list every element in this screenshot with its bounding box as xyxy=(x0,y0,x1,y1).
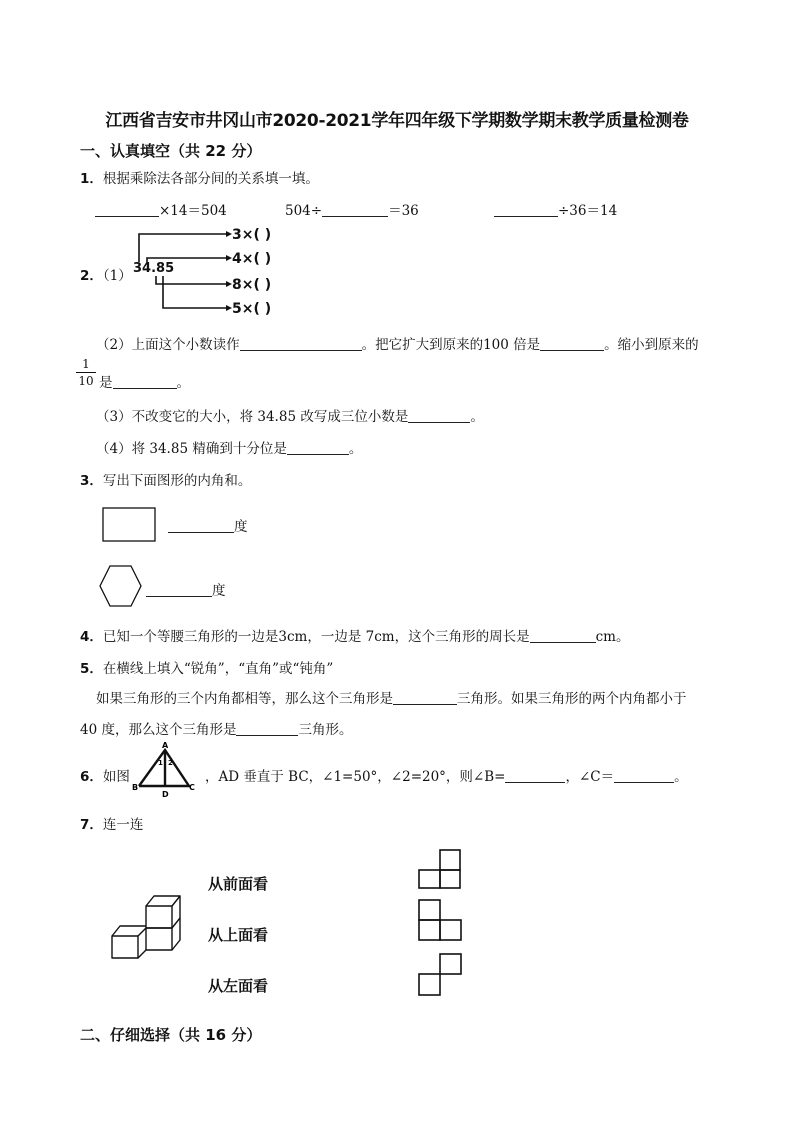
equation-text: 504÷ xyxy=(285,203,323,219)
question-text: 已知一个等腰三角形的一边是3cm，一边是 7cm，这个三角形的周长是 xyxy=(102,629,530,645)
branch-row: 3×( ) xyxy=(232,227,272,243)
question-text: ，∠C＝ xyxy=(565,769,615,785)
equation-text: ×14＝504 xyxy=(159,203,227,219)
fraction-numerator: 1 xyxy=(76,357,96,373)
question-number: 6． xyxy=(80,769,103,785)
branch-row: 5×( ) xyxy=(232,301,272,317)
question-text: 写出下面图形的内角和。 xyxy=(102,473,252,489)
branch-row: 4×( ) xyxy=(232,251,272,267)
decimal-number: 34.85 xyxy=(133,261,175,276)
question-number: 1． xyxy=(80,171,103,187)
part-text: 是 xyxy=(99,375,113,391)
question-number: 7． xyxy=(80,817,103,833)
question-number: 2． xyxy=(80,268,103,284)
angle-label: 1 xyxy=(158,759,163,767)
vertex-label: D xyxy=(162,790,169,799)
equation-text: ÷36＝14 xyxy=(558,203,618,219)
part-text: 。把它扩大到原来的100 倍是 xyxy=(361,337,541,353)
vertex-label: A xyxy=(162,741,169,750)
question-text: ，AD 垂直于 BC，∠1=50°，∠2=20°，则∠B= xyxy=(205,769,506,785)
part-text: 。 xyxy=(348,441,363,457)
section-heading-1: 一、认真填空（共 22 分） xyxy=(80,142,262,160)
section-heading-2: 二、仔细选择（共 16 分） xyxy=(80,1026,262,1044)
question-text: 三角形。如果三角形的两个内角都小于 xyxy=(457,691,687,707)
page-title: 江西省吉安市井冈山市2020-2021学年四年级下学期数学期末教学质量检测卷 xyxy=(105,111,689,131)
part-text: （3）不改变它的大小，将 34.85 改写成三位小数是 xyxy=(96,409,409,425)
question-text: 如图 xyxy=(102,769,130,785)
question-number: 4． xyxy=(80,629,103,645)
question-text: 根据乘除法各部分间的关系填一填。 xyxy=(102,171,319,187)
question-number: 3． xyxy=(80,473,103,489)
question-text: cm。 xyxy=(595,629,630,645)
question-text: 。 xyxy=(674,769,688,785)
part-text: （4）将 34.85 精确到十分位是 xyxy=(96,441,287,457)
vertex-label: C xyxy=(189,783,195,792)
vertex-label: B xyxy=(132,783,139,792)
question-text: 如果三角形的三个内角都相等，那么这个三角形是 xyxy=(96,691,393,707)
question-text: 度，那么这个三角形是 xyxy=(101,722,237,738)
cube-solid xyxy=(112,896,180,958)
fraction-denominator: 10 xyxy=(78,374,94,388)
view-label-front: 从前面看 xyxy=(208,875,269,893)
part-text: （2）上面这个小数读作 xyxy=(96,337,240,353)
view-label-left: 从左面看 xyxy=(208,977,269,995)
question-text: 在横线上填入“锐角”，“直角”或“钝角” xyxy=(102,661,334,677)
part-text: 。 xyxy=(176,375,190,391)
unit-text: 度 xyxy=(234,519,248,535)
view-label-top: 从上面看 xyxy=(208,926,269,944)
question-text: 三角形。 xyxy=(298,722,353,738)
question-number: 5． xyxy=(80,661,103,677)
question-text: 连一连 xyxy=(102,817,144,833)
part-text: 。缩小到原来的 xyxy=(604,337,699,353)
part-text: 。 xyxy=(470,409,484,425)
branch-row: 8×( ) xyxy=(232,277,272,293)
view-grids xyxy=(419,850,461,995)
part-label: （1） xyxy=(102,268,132,284)
unit-text: 度 xyxy=(212,583,226,599)
angle-label: 2 xyxy=(168,759,173,767)
equation-text: ＝36 xyxy=(388,203,419,219)
question-text: 40 xyxy=(80,722,102,738)
